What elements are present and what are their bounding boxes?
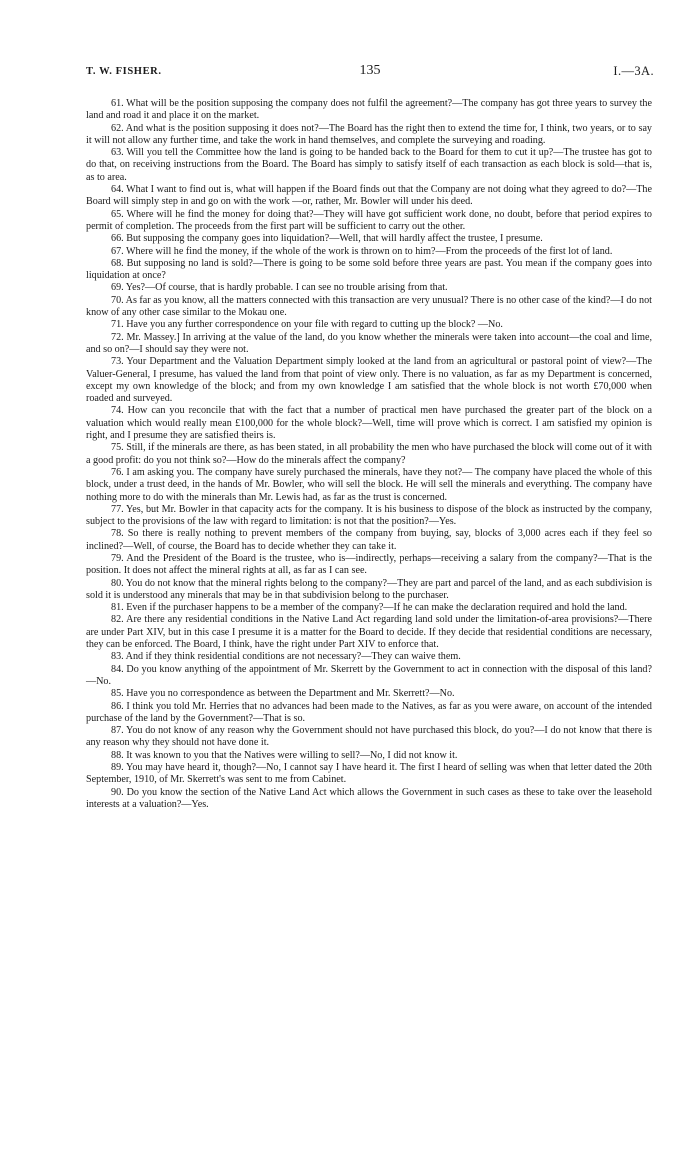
paragraph-q62: 62. And what is the position supposing it does not?—The Board has the right then to extend the time for, I think, two years, or to say it will not allow any further time, and take the work in hand themselves, and complete the surveying and roading. — [86, 122, 652, 146]
header-witness-name: T. W. FISHER. — [86, 66, 162, 77]
paragraph-q82: 82. Are there any residential conditions in the Native Land Act regarding land sold under the limitation-of-area provisions?—There are under Part XIV, but in this case I presume it is a matter for the Board to decide. If they decide that residential conditions are necessary, they can be enforced. The Board, I think, have the right under Part XIV to enforce that. — [86, 614, 652, 651]
paragraph-q67: 67. Where will he find the money, if the whole of the work is thrown on to him?—From the proceeds of the first lot of land. — [111, 245, 613, 257]
paragraph-q89: 89. You may have heard it, though?—No, I cannot say I have heard it. The first I heard of selling was when that letter dated the 20th September, 1910, of Mr. Skerrett's was sent to me from Cabinet. — [86, 762, 652, 786]
paragraph-q66: 66. But supposing the company goes into liquidation?—Well, that will hardly affect the trustee, I presume. — [111, 233, 543, 245]
paragraph-q86: 86. I think you told Mr. Herries that no advances had been made to the Natives, as far as you were aware, on account of the intended purchase of the land by the Government?—That is so. — [86, 700, 652, 724]
paragraph-q61: 61. What will be the position supposing the company does not fulfil the agreement?—The company has got three years to survey the land and road it and place it on the market. — [86, 98, 652, 122]
paragraph-q80: 80. You do not know that the mineral rights belong to the company?—They are part and parcel of the land, and as each subdivision is sold it is understood any minerals that may be in that subdivision belong to the purchaser. — [86, 577, 652, 601]
page-header — [86, 63, 654, 82]
paragraph-q68: 68. But supposing no land is sold?—There is going to be some sold before three years are past. You mean if the company goes into liquidation at once? — [86, 257, 652, 282]
paragraph-q70: 70. As far as you know, all the matters connected with this transaction are very unusual? There is no other case of the kind?—I do not know of any other case similar to the Mokau one. — [86, 294, 652, 319]
paragraph-q85: 85. Have you no correspondence as between the Department and Mr. Skerrett?—No. — [111, 688, 455, 700]
paragraph-q69: 69. Yes?—Of course, that is hardly probable. I can see no trouble arising from that. — [111, 282, 448, 294]
paragraph-q72: 72. Mr. Massey.] In arriving at the value of the land, do you know whether the minerals were taken into account—the coal and lime, and so on?—I should say they were not. — [86, 331, 652, 355]
paragraph-q84: 84. Do you know anything of the appointment of Mr. Skerrett by the Government to act in connection with the disposal of this land?—No. — [86, 663, 652, 687]
page-number: 135 — [359, 63, 381, 78]
testimony-body — [86, 98, 652, 811]
paragraph-q63: 63. Will you tell the Committee how the land is going to be handed back to the Board for them to cut it up?—The trustee has got to do that, on receiving instructions from the Board. The Board has simply to satisfy itself of each transaction as each block is sold—that is, as to area. — [86, 147, 652, 183]
paragraph-q79: 79. And the President of the Board is the trustee, who is—indirectly, perhaps—receiving a salary from the company?—That is the position. It does not affect the mineral rights at all, as far as I can see. — [86, 552, 652, 577]
paragraph-q90: 90. Do you know the section of the Native Land Act which allows the Government in such cases as these to take over the leasehold interests at a valuation?—Yes. — [86, 786, 652, 810]
paragraph-q73: 73. Your Department and the Valuation Department simply looked at the land from an agricultural or pastoral point of view?—The Valuer-General, I presume, has valued the land from that point of view only. There is no valuation, as far as my Department is concerned, except my own knowledge of the block; and from my own knowledge I am satisfied that the whole block is not worth £70,000 when roaded and surveyed. — [86, 356, 652, 405]
paragraph-q77: 77. Yes, but Mr. Bowler in that capacity acts for the company. It is his business to dispose of the block as instructed by the company, subject to the provisions of the law with regard to limitation: is not that the position?—Yes. — [86, 503, 652, 528]
paragraph-q64: 64. What I want to find out is, what will happen if the Board finds out that the Company are not doing what they agreed to do?—The Board will simply step in and go on with the work —or, rather, Mr. Bowler will under his deed. — [86, 184, 652, 208]
paragraph-q76: 76. I am asking you. The company have surely purchased the minerals, have they not?— The company have placed the whole of this block, under a trust deed, in the hands of Mr. Bowler, who will sell the block. He will sell the minerals and everything. The company have nothing more to do with the minerals than Mr. Lewis had, as far as the trust is concerned. — [86, 466, 652, 503]
paragraph-q88: 88. It was known to you that the Natives were willing to sell?—No, I did not know it. — [111, 749, 458, 761]
paragraph-q87: 87. You do not know of any reason why the Government should not have purchased this block, do you?—I do not know that there is any reason why they should not have done it. — [86, 725, 652, 749]
paragraph-q71: 71. Have you any further correspondence on your file with regard to cutting up the block? —No. — [111, 319, 503, 331]
paper-reference: I.—3A. — [613, 64, 654, 78]
paragraph-q65: 65. Where will he find the money for doing that?—They will have got sufficient work done, no doubt, before that period expires to permit of completion. The proceeds from the first part will be sufficient to carry out the other. — [86, 208, 652, 232]
paragraph-q75: 75. Still, if the minerals are there, as has been stated, in all probability the men who have purchased the block will come out of it with a good profit: do you not think so?—How do the minerals affect the company? — [86, 442, 652, 466]
paragraph-q83: 83. And if they think residential conditions are not necessary?—They can waive them. — [111, 651, 461, 663]
paragraph-q81: 81. Even if the purchaser happens to be a member of the company?—If he can make the declaration required and hold the land. — [111, 602, 628, 614]
paragraph-q78: 78. So there is really nothing to prevent members of the company from buying, say, blocks of 3,000 acres each if they feel so inclined?—Well, of course, the Board has to decide whether they can take it. — [86, 528, 652, 552]
paragraph-q74: 74. How can you reconcile that with the fact that a number of practical men have purchased the greater part of the block on a valuation which would really mean £100,000 for the whole block?—Well, time will prove which is correct. I am satisfied my opinion is right, and I presume they are satisfied theirs is. — [86, 405, 652, 442]
